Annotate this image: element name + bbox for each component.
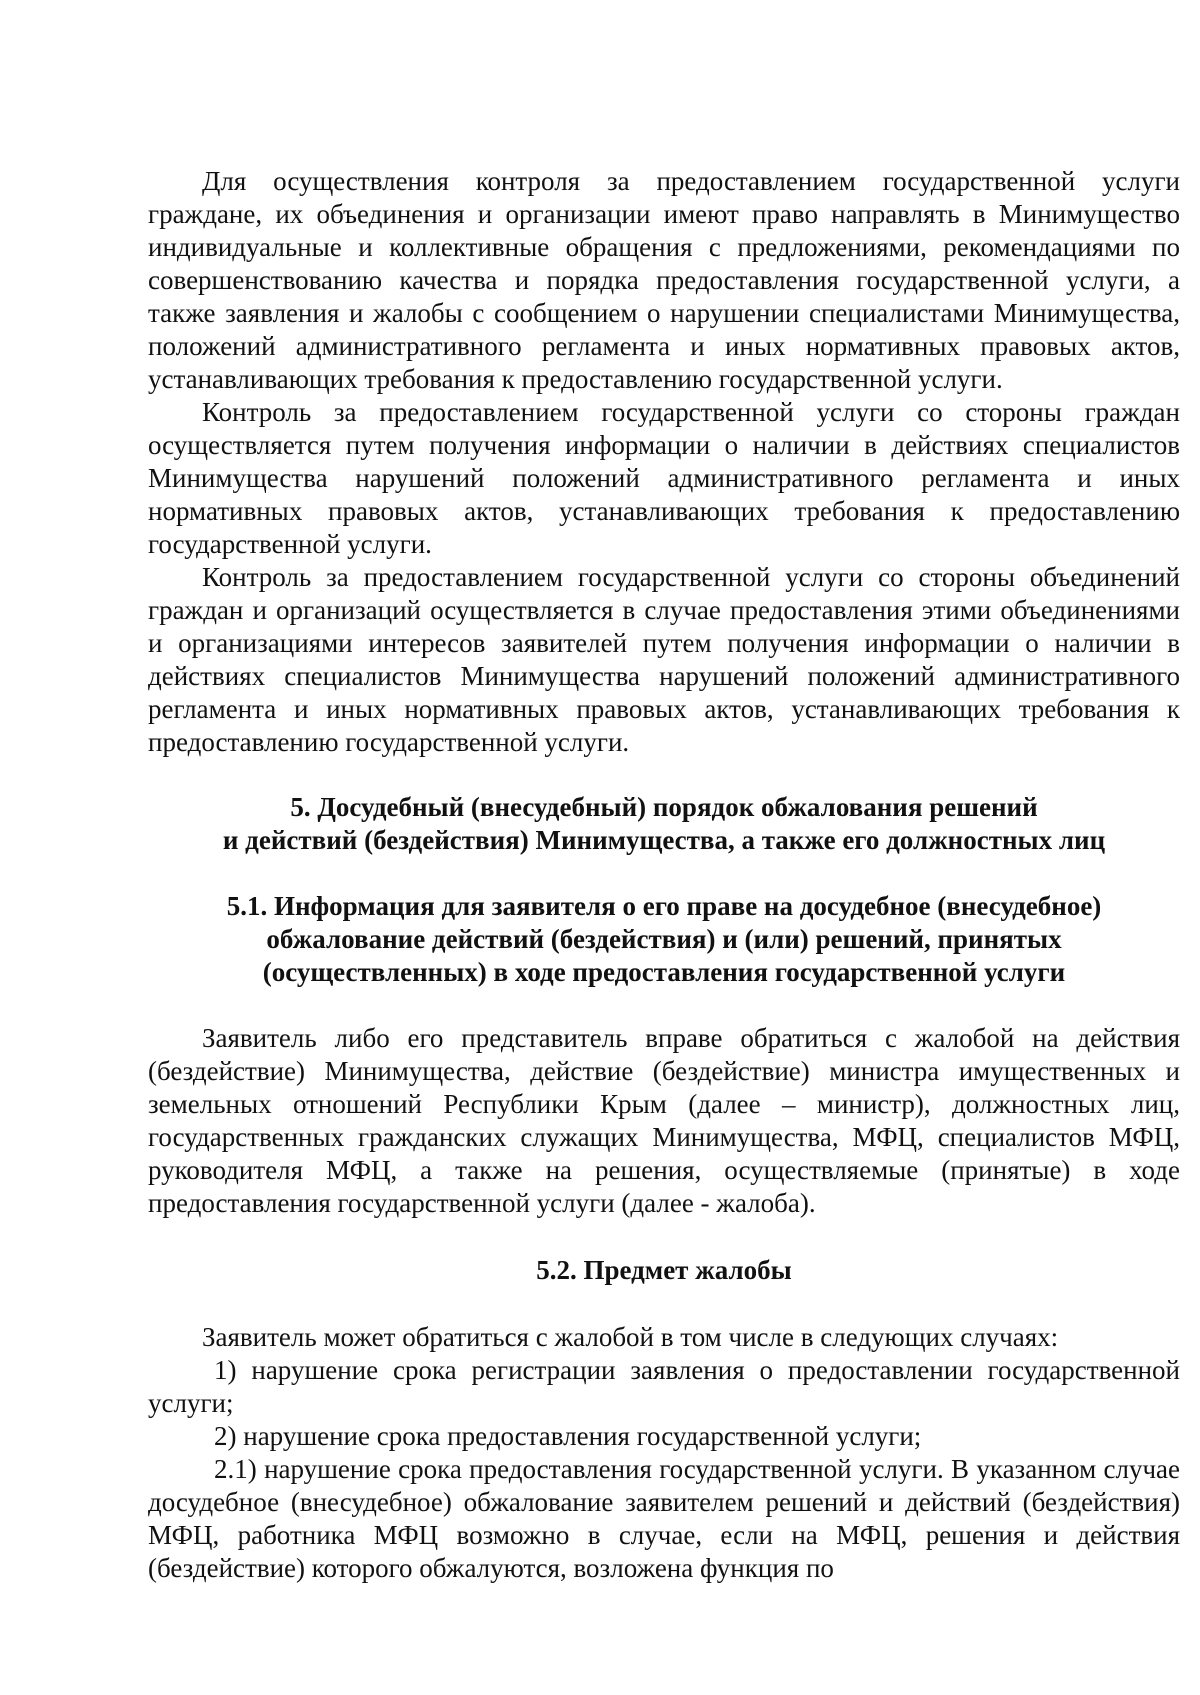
paragraph-complaint-cases-intro: Заявитель может обратиться с жалобой в том числе в следующих случаях: bbox=[202, 1322, 1059, 1352]
document-page bbox=[148, 165, 1180, 1585]
section-5-1-heading bbox=[148, 890, 1180, 989]
section-5-heading-line2: и действий (бездействия) Минимущества, а также его должностных лиц bbox=[222, 825, 1106, 855]
section-5-heading-line1: 5. Досудебный (внесудебный) порядок обжалования решений bbox=[290, 792, 1038, 822]
paragraph-control-citizens: Контроль за предоставлением государственной услуги со стороны граждан осуществляется путем получения информации о наличии в действиях специалистов Минимущества нарушений положений административного регламента и иных нормативных правовых актов, устанавливающих требования к предоставлению государственной услуги. bbox=[148, 397, 1180, 559]
section-5-1-heading-line2: обжалование действий (бездействия) и (или) решений, принятых bbox=[266, 924, 1062, 954]
section-5-1-heading-line3: (осуществленных) в ходе предоставления государственной услуги bbox=[262, 957, 1066, 987]
list-item-case-1: 1) нарушение срока регистрации заявления о предоставлении государственной услуги; bbox=[148, 1355, 1180, 1418]
section-5-heading bbox=[148, 791, 1180, 857]
list-item-case-2-1: 2.1) нарушение срока предоставления государственной услуги. В указанном случае досудебное (внесудебное) обжалование заявителем решений и действий (бездействия) МФЦ, работника МФЦ возможно в случае, если на МФЦ, решения и действия (бездействие) которого обжалуются, возложена функция по bbox=[148, 1454, 1180, 1583]
paragraph-control-rights: Для осуществления контроля за предоставлением государственной услуги граждане, их объединения и организации имеют право направлять в Минимущество индивидуальные и коллективные обращения с предложениями, рекомендациями по совершенствованию качества и порядка предоставления государственной услуги, а также заявления и жалобы с сообщением о нарушении специалистами Минимущества, положений административного регламента и иных нормативных правовых актов, устанавливающих требования к предоставлению государственной услуги. bbox=[148, 166, 1180, 394]
paragraph-control-associations: Контроль за предоставлением государственной услуги со стороны объединений граждан и организаций осуществляется в случае предоставления этими объединениями и организациями интересов заявителей путем получения информации о наличии в действиях специалистов Минимущества нарушений положений административного регламента и иных нормативных правовых актов, устанавливающих требования к предоставлению государственной услуги. bbox=[148, 562, 1180, 757]
paragraph-complaint-right: Заявитель либо его представитель вправе обратиться с жалобой на действия (бездействие) Минимущества, действие (бездействие) министра имущественных и земельных отношений Республики Крым (далее – министр), должностных лиц, государственных гражданских служащих Минимущества, МФЦ, специалистов МФЦ, руководителя МФЦ, а также на решения, осуществляемые (принятые) в ходе предоставления государственной услуги (далее - жалоба). bbox=[148, 1023, 1180, 1218]
section-5-2-heading: 5.2. Предмет жалобы bbox=[536, 1255, 792, 1285]
section-5-1-heading-line1: 5.1. Информация для заявителя о его праве на досудебное (внесудебное) bbox=[226, 891, 1102, 921]
list-item-case-2: 2) нарушение срока предоставления государственной услуги; bbox=[214, 1421, 922, 1451]
